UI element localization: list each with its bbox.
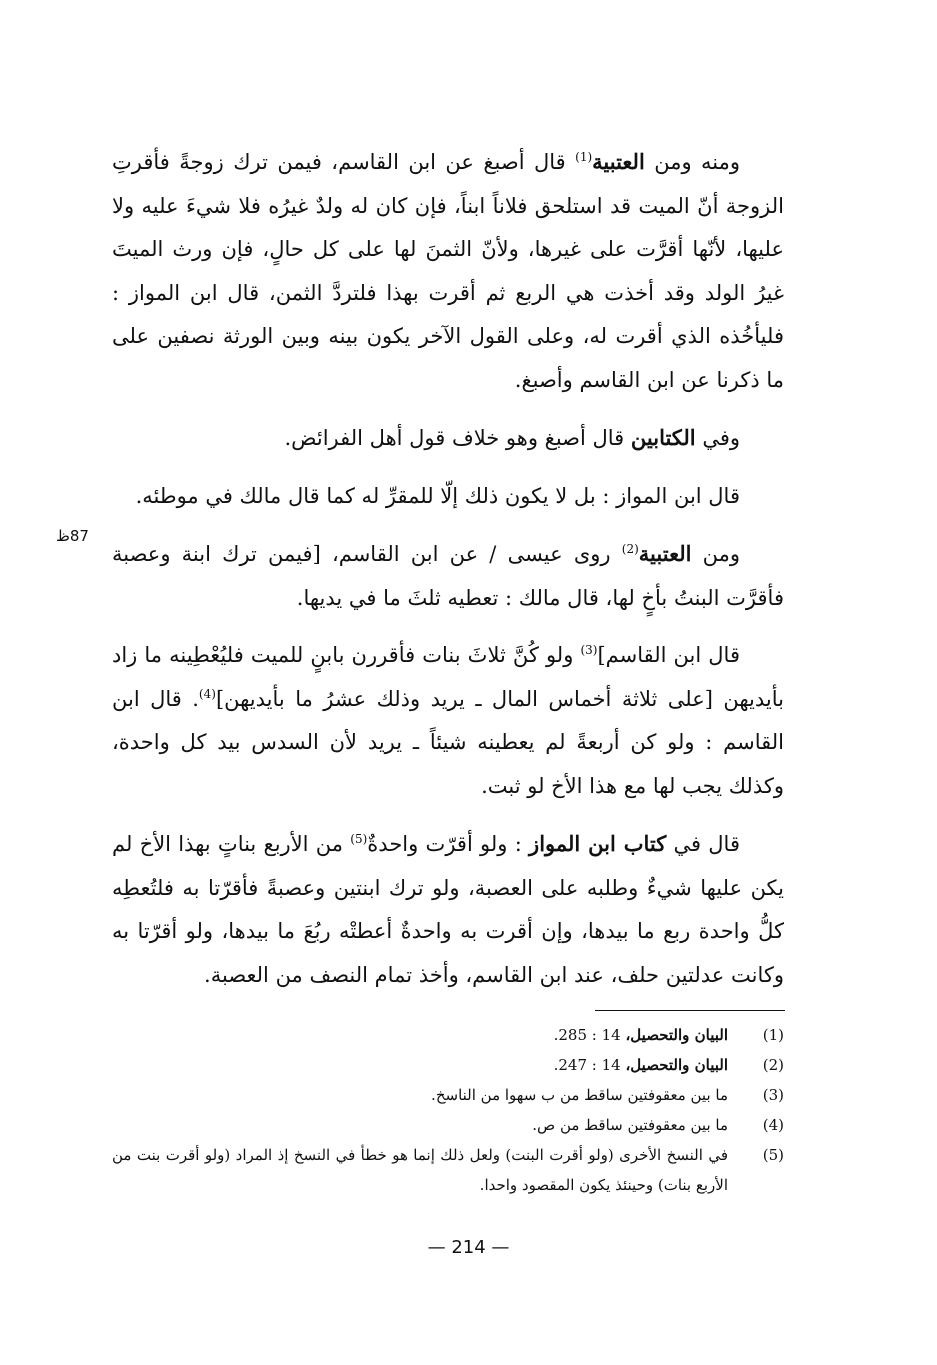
footnote-ref: (2) <box>621 542 639 556</box>
footnote-number: (1) <box>762 1026 784 1044</box>
paragraph-5 <box>112 634 784 808</box>
footnote-number: (4) <box>762 1116 784 1134</box>
text-run: قال أصبغ عن ابن القاسم، فيمن ترك زوجةً فأقرتِ الزوجة أنّ الميت قد استلحق فلاناً ابناً، فإن كان له ولدٌ غيرُه فلا شيءَ عليه ولا عليها، لأنّها أقرَّت على غيرها، ولأنّ الثمنَ لها على كل حالٍ، فإن ورث الميتَ غيرُ الولد وقد أخذت هي الربع ثم أقرت بهذا فلتردَّ الثمن، قال ابن المواز : فليأخُذه الذي أقرت له، وعلى القول الآخر يكون بينه وبين الورثة نصفين على ما ذكرنا عن ابن القاسم وأصبغ. <box>112 150 784 392</box>
text-run: قال في <box>666 832 740 856</box>
page-number: — 214 — <box>427 1237 510 1258</box>
source-title: كتاب ابن المواز <box>529 831 667 856</box>
text-run: روى عيسى / عن ابن القاسم، [فيمن ترك ابنة وعصبة فأقرَّت البنتُ بأخٍ لها، قال مالك : تعطيه ثلثَ ما في يديها. <box>112 542 784 610</box>
manuscript-folio-note: 87ظ <box>56 527 89 545</box>
text-run: ومن <box>691 542 741 566</box>
paragraph-3 <box>112 475 784 519</box>
text-run: . قال ابن القاسم : ولو كن أربعةً لم يعطينه شيئاً ـ يريد لأن السدس بيد كل واحدة، وكذلك يجب لها مع هذا الأخ لو ثبت. <box>112 686 784 798</box>
footnote-text: 14 : 285. <box>553 1026 626 1044</box>
footnote-text: 14 : 247. <box>553 1056 626 1074</box>
footnote-number: (2) <box>762 1056 784 1074</box>
footnote-ref: (4) <box>198 686 216 701</box>
text-run: من الأربع بناتٍ بهذا الأخ لم يكن عليها شيءٌ وطلبه على العصبة، ولو ترك ابنتين وعصبةً فأقرّتا به فلتُعطِه كلُّ واحدة ربع ما بيدها، وإن أقرت به واحدةٌ أعطتْه ربُعَ ما بيدها، ولو أقرّتا به وكانت عدلتين حلف، عند ابن القاسم، وأخذ تمام النصف من العصبة. <box>112 832 784 987</box>
footnote-5 <box>112 1140 784 1200</box>
footnote-text: في النسخ الأخرى (ولو أقرت البنت) ولعل ذلك إنما هو خطأ في النسخ إذ المراد (ولو أقرت بنت من الأربع بنات) وحينئذ يكون المقصود واحدا. <box>112 1146 728 1194</box>
text-run: وفي <box>695 426 740 450</box>
text-run: ولو كُنَّ ثلاثَ بنات فأقررن بابنٍ للميت فليُعْطِينه ما زاد بأيديهن [على ثلاثة أخماس المال ـ يريد وذلك عشرُ ما بأيديهن] <box>112 643 784 711</box>
source-title: العتبية <box>592 149 645 174</box>
text-run: : ولو أقرّت واحدةٌ <box>367 832 530 856</box>
footnote-1 <box>112 1020 784 1050</box>
text-run: قال ابن القاسم] <box>597 643 740 667</box>
main-text <box>112 140 784 1011</box>
footnote-number: (3) <box>762 1086 784 1104</box>
source-title: الكتابين <box>630 425 696 450</box>
footnote-text: ما بين معقوفتين ساقط من ب سهوا من الناسخ. <box>431 1086 728 1104</box>
footnote-source: البيان والتحصيل، <box>625 1056 728 1074</box>
footnote-number: (5) <box>762 1146 784 1164</box>
paragraph-1 <box>112 140 784 402</box>
source-title: العتبية <box>638 541 692 566</box>
text-run: قال ابن المواز : بل لا يكون ذلك إلّا للمقرِّ له كما قال مالك في موطئه. <box>135 483 740 508</box>
footnote-divider <box>595 1010 785 1011</box>
footnote-ref: (3) <box>580 643 598 657</box>
footnote-text: ما بين معقوفتين ساقط من ص. <box>532 1116 728 1134</box>
footnotes <box>112 1020 784 1200</box>
text-run: قال أصبغ وهو خلاف قول أهل الفرائض. <box>284 426 631 450</box>
paragraph-4 <box>112 532 784 620</box>
footnote-ref: (1) <box>575 150 593 164</box>
footnote-3 <box>112 1080 784 1110</box>
paragraph-2 <box>112 416 784 461</box>
footnote-4 <box>112 1110 784 1140</box>
text-run: ومنه ومن <box>644 150 740 174</box>
footnote-ref: (5) <box>350 832 368 846</box>
paragraph-6 <box>112 822 784 997</box>
footnote-source: البيان والتحصيل، <box>625 1026 728 1044</box>
footnote-2 <box>112 1050 784 1080</box>
